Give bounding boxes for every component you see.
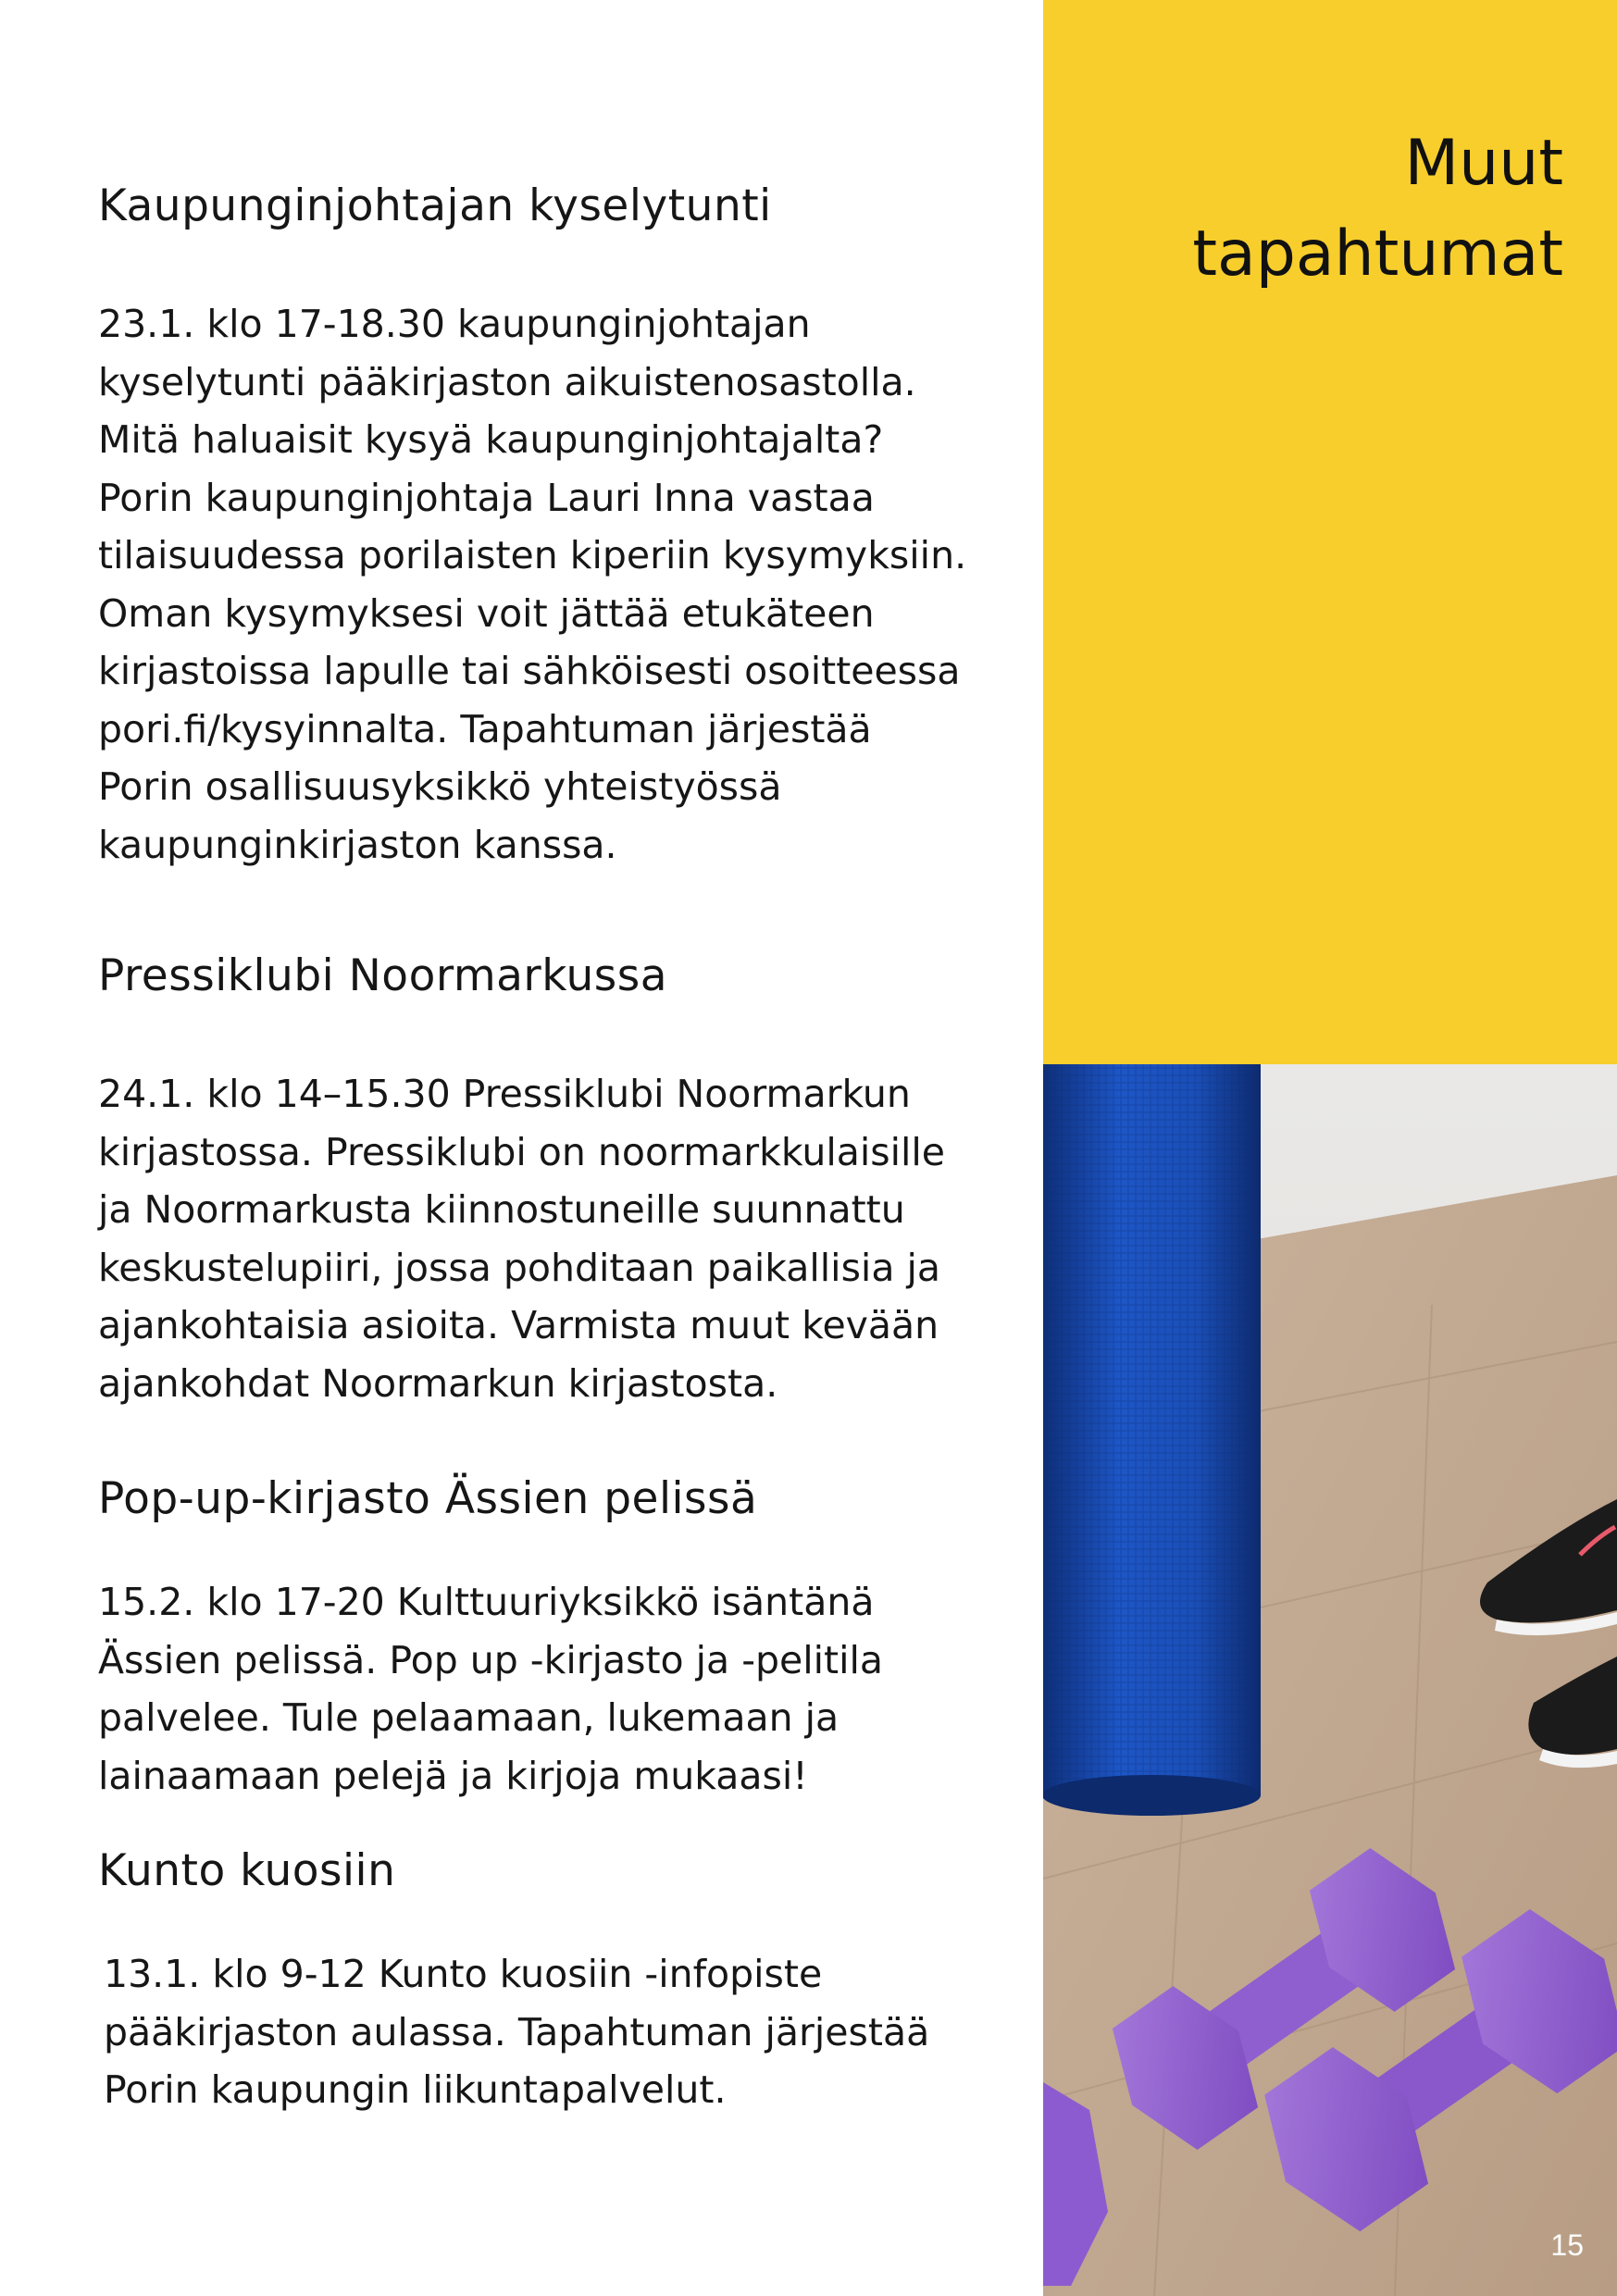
section-kyselytunti (98, 179, 1024, 874)
section-body: 13.1. klo 9-12 Kunto kuosiin -infopiste pääkirjaston aulassa. Tapahtuman järjestää Porin kaupungin liikuntapalvelut. (104, 1952, 930, 2112)
section-kunto-kuosiin (98, 1843, 1024, 2119)
page-number: 15 (1550, 2228, 1584, 2262)
section-body: 23.1. klo 17-18.30 kaupunginjohtajan kyselytunti pääkirjaston aikuistenosastolla. Mitä haluaisit kysyä kaupunginjohtajalta? Porin kaupunginjohtaja Lauri Inna vastaa tilaisuudessa porilaisten kiperiin kysymyksiin. Oman kysymyksesi voit jättää etukäteen kirjastoissa lapulle tai sähköisesti osoitteessa pori.fi/kysyinnalta. Tapahtuman järjestää Porin osallisuusyksikkö yhteistyössä kaupunginkirjaston kanssa. (98, 302, 967, 867)
fitness-photo-icon (1043, 1064, 1617, 2296)
section-heading: Kunto kuosiin (98, 1845, 396, 1896)
section-pressiklubi (98, 949, 1024, 1412)
section-body: 15.2. klo 17-20 Kulttuuriyksikkö isäntänä Ässien pelissä. Pop up -kirjasto ja -pelitila palvelee. Tule pelaamaan, lukemaan ja lainaamaan pelejä ja kirjoja mukaasi! (98, 1580, 884, 1798)
section-heading: Pop-up-kirjasto Ässien pelissä (98, 1473, 758, 1524)
section-heading: Pressiklubi Noormarkussa (98, 950, 668, 1001)
right-column (1043, 0, 1617, 2296)
page-title: Muut tapahtumat (1192, 127, 1563, 291)
section-popup-kirjasto (98, 1471, 1024, 1805)
yellow-title-panel (1043, 0, 1617, 1064)
section-body: 24.1. klo 14–15.30 Pressiklubi Noormarkun kirjastossa. Pressiklubi on noormarkkulaisille ja Noormarkusta kiinnostuneille suunnattu keskustelupiiri, jossa pohditaan paikallisia ja ajankohtaisia asioita. Varmista muut kevään ajankohdat Noormarkun kirjastosta. (98, 1072, 945, 1406)
section-heading: Kaupunginjohtajan kyselytunti (98, 180, 772, 231)
